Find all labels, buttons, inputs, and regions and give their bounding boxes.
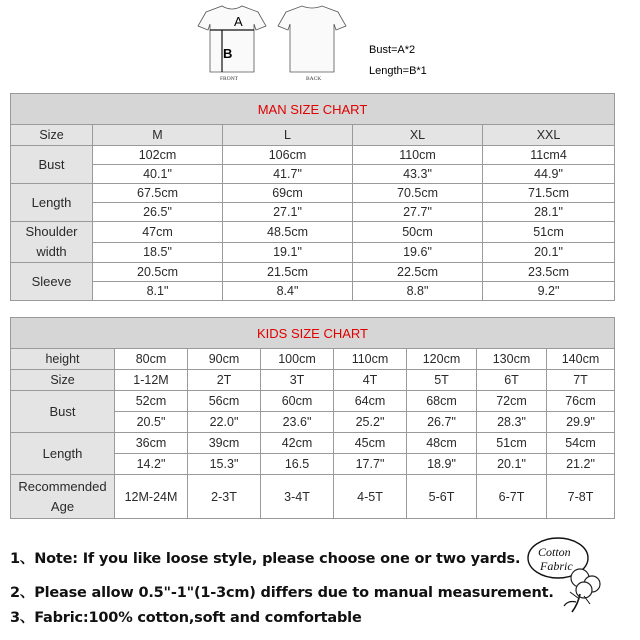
table-cell: 50cm — [353, 222, 483, 243]
table-cell: 102cm — [93, 146, 223, 165]
row-label-line: Age — [50, 498, 75, 514]
diagram-letter-b: B — [223, 46, 233, 61]
table-cell: 19.6" — [353, 242, 483, 263]
table-cell: 76cm — [547, 391, 615, 412]
table-cell: 20.1" — [477, 454, 547, 475]
row-label-bust: Bust — [11, 146, 93, 184]
row-label-sleeve: Sleeve — [11, 263, 93, 301]
front-label: FRONT — [220, 76, 239, 82]
table-cell: 20.1" — [483, 242, 615, 263]
table-cell: 22.5cm — [353, 263, 483, 282]
kids-size-chart — [10, 317, 615, 519]
table-cell: 29.9" — [547, 412, 615, 433]
table-cell: 14.2" — [115, 454, 188, 475]
table-cell: 40.1" — [93, 165, 223, 184]
table-cell: 25.2" — [334, 412, 407, 433]
table-cell: 26.5" — [93, 203, 223, 222]
table-cell: 51cm — [483, 222, 615, 243]
table-cell: 22.0" — [188, 412, 261, 433]
man-size-chart — [10, 93, 615, 301]
size-xl: XL — [353, 125, 483, 146]
size-m: M — [93, 125, 223, 146]
table-cell: 28.3" — [477, 412, 547, 433]
table-cell: 56cm — [188, 391, 261, 412]
table-cell: 110cm — [353, 146, 483, 165]
age-value: 6-7T — [477, 475, 547, 519]
age-value: 4-5T — [334, 475, 407, 519]
man-chart-title: MAN SIZE CHART — [11, 94, 615, 125]
size-value: 6T — [477, 370, 547, 391]
table-cell: 23.6" — [261, 412, 334, 433]
table-cell: 48cm — [407, 433, 477, 454]
note-loose-style: 1、Note: If you like loose style, please choose one or two yards. — [10, 551, 521, 567]
height-header: height — [11, 349, 115, 370]
table-cell: 71.5cm — [483, 184, 615, 203]
cotton-boll-icon — [564, 569, 600, 612]
table-cell: 23.5cm — [483, 263, 615, 282]
table-cell: 8.4" — [223, 282, 353, 301]
table-cell: 27.7" — [353, 203, 483, 222]
row-label-line: Recommended — [18, 478, 107, 494]
size-value: 3T — [261, 370, 334, 391]
height-value: 90cm — [188, 349, 261, 370]
row-label-length: Length — [11, 433, 115, 475]
back-shirt-icon — [278, 6, 346, 72]
size-value: 2T — [188, 370, 261, 391]
table-cell: 17.7" — [334, 454, 407, 475]
height-value: 120cm — [407, 349, 477, 370]
table-cell: 52cm — [115, 391, 188, 412]
diagram-letter-a: A — [234, 14, 243, 29]
note-measurement-allowance: 2、Please allow 0.5"-1"(1-3cm) differs due to manual measurement. — [10, 585, 554, 601]
table-cell: 72cm — [477, 391, 547, 412]
row-label-line: width — [36, 244, 67, 259]
table-cell: 47cm — [93, 222, 223, 243]
kids-chart-title: KIDS SIZE CHART — [11, 318, 615, 349]
size-value: 5T — [407, 370, 477, 391]
row-label-length: Length — [11, 184, 93, 222]
size-value: 4T — [334, 370, 407, 391]
table-cell: 42cm — [261, 433, 334, 454]
table-cell: 48.5cm — [223, 222, 353, 243]
row-label-shoulder-width — [11, 222, 93, 263]
height-value: 140cm — [547, 349, 615, 370]
height-value: 80cm — [115, 349, 188, 370]
height-value: 110cm — [334, 349, 407, 370]
table-cell: 26.7" — [407, 412, 477, 433]
size-header: Size — [11, 125, 93, 146]
table-cell: 11cm4 — [483, 146, 615, 165]
table-cell: 8.8" — [353, 282, 483, 301]
size-value: 7T — [547, 370, 615, 391]
table-cell: 51cm — [477, 433, 547, 454]
table-cell: 70.5cm — [353, 184, 483, 203]
row-label-recommended-age — [11, 475, 115, 519]
back-label: BACK — [306, 76, 322, 82]
size-xxl: XXL — [483, 125, 615, 146]
height-value: 130cm — [477, 349, 547, 370]
table-cell: 67.5cm — [93, 184, 223, 203]
table-cell: 64cm — [334, 391, 407, 412]
table-cell: 18.9" — [407, 454, 477, 475]
length-formula: Length=B*1 — [369, 65, 427, 77]
row-label-bust: Bust — [11, 391, 115, 433]
age-value: 5-6T — [407, 475, 477, 519]
front-shirt-icon — [198, 6, 266, 72]
bust-formula: Bust=A*2 — [369, 44, 416, 56]
table-cell: 18.5" — [93, 242, 223, 263]
age-value: 2-3T — [188, 475, 261, 519]
height-value: 100cm — [261, 349, 334, 370]
table-cell: 69cm — [223, 184, 353, 203]
table-cell: 20.5" — [115, 412, 188, 433]
table-cell: 36cm — [115, 433, 188, 454]
table-cell: 41.7" — [223, 165, 353, 184]
table-cell: 54cm — [547, 433, 615, 454]
table-cell: 15.3" — [188, 454, 261, 475]
table-cell: 8.1" — [93, 282, 223, 301]
table-cell: 21.5cm — [223, 263, 353, 282]
table-cell: 28.1" — [483, 203, 615, 222]
table-cell: 9.2" — [483, 282, 615, 301]
age-value: 3-4T — [261, 475, 334, 519]
tshirt-measurement-diagram — [196, 2, 356, 82]
row-label-line: Shoulder — [25, 224, 78, 239]
table-cell: 106cm — [223, 146, 353, 165]
size-value: 1-12M — [115, 370, 188, 391]
size-header: Size — [11, 370, 115, 391]
table-cell: 60cm — [261, 391, 334, 412]
table-cell: 68cm — [407, 391, 477, 412]
age-value: 12M-24M — [115, 475, 188, 519]
table-cell: 16.5 — [261, 454, 334, 475]
table-cell: 20.5cm — [93, 263, 223, 282]
table-cell: 45cm — [334, 433, 407, 454]
size-l: L — [223, 125, 353, 146]
table-cell: 44.9" — [483, 165, 615, 184]
table-cell: 21.2" — [547, 454, 615, 475]
age-value: 7-8T — [547, 475, 615, 519]
table-cell: 43.3" — [353, 165, 483, 184]
logo-text-cotton: Cotton — [538, 545, 571, 559]
table-cell: 19.1" — [223, 242, 353, 263]
table-cell: 39cm — [188, 433, 261, 454]
logo-text-fabric: Fabric — [540, 559, 573, 573]
note-fabric: 3、Fabric:100% cotton,soft and comfortable — [10, 610, 362, 626]
table-cell: 27.1" — [223, 203, 353, 222]
